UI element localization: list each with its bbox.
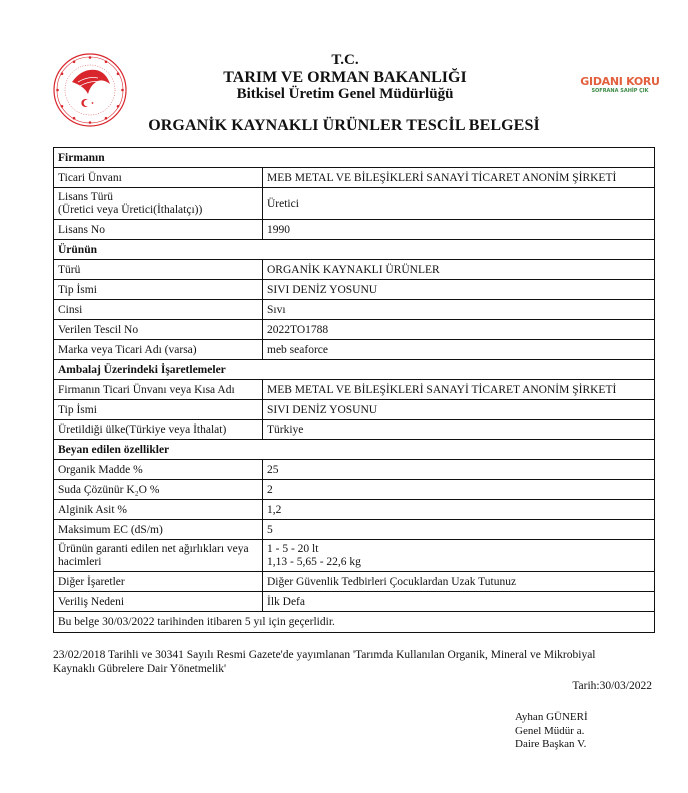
section-row <box>54 240 655 260</box>
table-row <box>54 592 655 612</box>
signatory-title: Genel Müdür a. <box>515 724 585 737</box>
section-declared: Beyan edilen özellikler <box>54 440 655 460</box>
table-row <box>54 500 655 520</box>
row-label: Maksimum EC (dS/m) <box>54 520 263 540</box>
signatory-title: Daire Başkan V. <box>515 738 587 750</box>
row-label <box>54 540 263 572</box>
row-value: Sıvı <box>263 300 655 320</box>
gidani-koru-logo <box>580 76 660 95</box>
validity-row <box>54 612 655 633</box>
validity-note: Bu belge 30/03/2022 tarihinden itibaren 5 yıl için geçerlidir. <box>54 612 655 633</box>
regulation-line: Kaynaklı Gübrelere Dair Yönetmelik' <box>53 663 227 675</box>
row-value: Türkiye <box>263 420 655 440</box>
table-row <box>54 220 655 240</box>
ministry-name: TARIM VE ORMAN BAKANLIĞI <box>223 69 467 86</box>
row-label-line: (Üretici veya Üretici(İthalatçı)) <box>58 204 203 216</box>
row-label-line: Ürünün garanti edilen net ağırlıkları veya <box>58 543 249 555</box>
row-label: Tip İsmi <box>54 280 263 300</box>
table-row <box>54 188 655 220</box>
table-row <box>54 400 655 420</box>
row-label: Diğer İşaretler <box>54 572 263 592</box>
row-value: ORGANİK KAYNAKLI ÜRÜNLER <box>263 260 655 280</box>
row-label-line: hacimleri <box>58 556 102 568</box>
row-value: 25 <box>263 460 655 480</box>
section-firm: Firmanın <box>54 148 655 168</box>
row-label: Marka veya Ticari Adı (varsa) <box>54 340 263 360</box>
row-value: İlk Defa <box>263 592 655 612</box>
section-row <box>54 148 655 168</box>
logo-main-text: GIDANI KORU <box>580 75 660 88</box>
table-row <box>54 320 655 340</box>
row-label-line: Lisans Türü <box>58 191 114 203</box>
row-label: Tip İsmi <box>54 400 263 420</box>
republic-label: T.C. <box>331 52 359 68</box>
department-name: Bitkisel Üretim Genel Müdürlüğü <box>236 86 454 102</box>
row-value: 2 <box>263 480 655 500</box>
row-label <box>54 188 263 220</box>
section-product: Ürünün <box>54 240 655 260</box>
issue-date: Tarih:30/03/2022 <box>572 680 652 692</box>
regulation-reference <box>53 648 653 676</box>
row-value: SIVI DENİZ YOSUNU <box>263 400 655 420</box>
table-row <box>54 340 655 360</box>
table-row <box>54 572 655 592</box>
row-label: Lisans No <box>54 220 263 240</box>
row-value: MEB METAL VE BİLEŞİKLERİ SANAYİ TİCARET ANONİM ŞİRKETİ <box>263 380 655 400</box>
row-label: Verilen Tescil No <box>54 320 263 340</box>
row-label: Veriliş Nedeni <box>54 592 263 612</box>
logo-sub-text: SOFRANA SAHİP ÇIK <box>591 88 649 94</box>
row-label: Organik Madde % <box>54 460 263 480</box>
table-row <box>54 520 655 540</box>
header-block <box>200 52 490 103</box>
row-label: Alginik Asit % <box>54 500 263 520</box>
table-row <box>54 420 655 440</box>
row-value: 5 <box>263 520 655 540</box>
certificate-table <box>53 147 655 633</box>
row-value: 1,2 <box>263 500 655 520</box>
section-row <box>54 440 655 460</box>
row-value-line: 1 - 5 - 20 lt <box>267 543 319 555</box>
row-label: Cinsi <box>54 300 263 320</box>
row-value: Diğer Güvenlik Tedbirleri Çocuklardan Uzak Tutunuz <box>263 572 655 592</box>
row-value: SIVI DENİZ YOSUNU <box>263 280 655 300</box>
row-label: Firmanın Ticari Ünvanı veya Kısa Adı <box>54 380 263 400</box>
row-value-line: 1,13 - 5,65 - 22,6 kg <box>267 556 361 568</box>
row-label: Ticari Ünvanı <box>54 168 263 188</box>
table-row <box>54 480 655 500</box>
section-row <box>54 360 655 380</box>
document-title: ORGANİK KAYNAKLI ÜRÜNLER TESCİL BELGESİ <box>148 117 540 134</box>
row-label: Türü <box>54 260 263 280</box>
table-row <box>54 540 655 572</box>
table-row <box>54 280 655 300</box>
registration-number: 2022TO1788 <box>263 320 655 340</box>
regulation-line: 23/02/2018 Tarihli ve 30341 Sayılı Resmi Gazete'de yayımlanan 'Tarımda Kullanılan Organik, Mineral ve Mikrobiyal <box>53 649 596 661</box>
table-row <box>54 168 655 188</box>
table-row <box>54 300 655 320</box>
row-label: Suda Çözünür K₂O % <box>54 480 263 500</box>
row-label: Üretildiği ülke(Türkiye veya İthalat) <box>54 420 263 440</box>
row-value <box>263 540 655 572</box>
table-row <box>54 460 655 480</box>
row-value: Üretici <box>263 188 655 220</box>
table-row <box>54 260 655 280</box>
row-value: 1990 <box>263 220 655 240</box>
row-value: MEB METAL VE BİLEŞİKLERİ SANAYİ TİCARET ANONİM ŞİRKETİ <box>263 168 655 188</box>
signatory-name: Ayhan GÜNERİ <box>515 711 588 723</box>
signature-block <box>515 711 588 752</box>
table-row <box>54 380 655 400</box>
section-packaging: Ambalaj Üzerindeki İşaretlemeler <box>54 360 655 380</box>
row-value: meb seaforce <box>263 340 655 360</box>
